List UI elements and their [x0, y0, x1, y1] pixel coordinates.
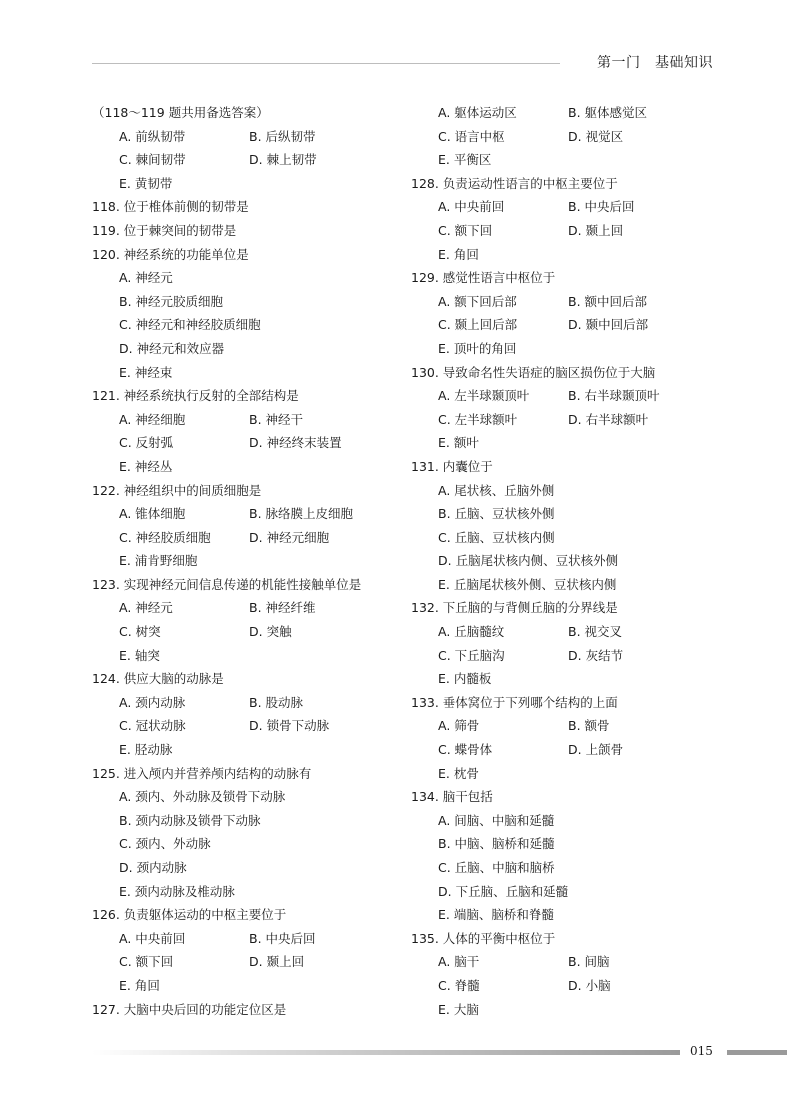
answer-option: B. 右半球颞顶叶 — [568, 388, 660, 404]
answer-options-row — [411, 809, 711, 833]
answer-option: E. 角回 — [119, 977, 160, 993]
answer-option: D. 神经元和效应器 — [119, 340, 225, 356]
answer-option: E. 浦肯野细胞 — [119, 553, 198, 569]
answer-option: C. 反射弧 — [119, 435, 174, 451]
answer-options-row — [92, 974, 412, 998]
question-text: 126. 负责躯体运动的中枢主要位于 — [92, 907, 287, 923]
answer-option: E. 神经丛 — [119, 458, 173, 474]
answer-option: E. 颈内动脉及椎动脉 — [119, 883, 235, 899]
answer-option: C. 棘间韧带 — [119, 152, 186, 168]
question-text: 135. 人体的平衡中枢位于 — [411, 930, 556, 946]
answer-options-row — [411, 479, 711, 503]
answer-options-row — [92, 927, 412, 951]
answer-option: D. 丘脑尾状核内侧、豆状核外侧 — [438, 553, 619, 569]
answer-option: A. 中央前回 — [438, 199, 505, 215]
answer-option: A. 神经细胞 — [119, 411, 186, 427]
answer-options-row — [411, 644, 711, 668]
answer-option: B. 神经元胶质细胞 — [119, 293, 224, 309]
answer-option: D. 锁骨下动脉 — [249, 718, 330, 734]
page-number: 015 — [690, 1044, 713, 1058]
answer-options-row — [411, 431, 711, 455]
answer-option: A. 锥体细胞 — [119, 506, 186, 522]
answer-option: D. 棘上韧带 — [249, 152, 317, 168]
answer-options-row — [411, 738, 711, 762]
answer-options-row — [92, 148, 412, 172]
answer-options-row — [411, 880, 711, 904]
answer-options-row — [411, 313, 711, 337]
footer-decor-bar — [92, 1050, 680, 1055]
answer-option: D. 灰结节 — [568, 647, 624, 663]
answer-option: A. 筛骨 — [438, 718, 480, 734]
answer-option: C. 额下回 — [119, 954, 174, 970]
answer-option: C. 脊髓 — [438, 977, 480, 993]
answer-options-row — [411, 526, 711, 550]
answer-options-row — [92, 714, 412, 738]
answer-option: E. 额叶 — [438, 435, 479, 451]
answer-options-row — [92, 526, 412, 550]
answer-option: A. 中央前回 — [119, 930, 186, 946]
answer-option: A. 额下回后部 — [438, 293, 517, 309]
header-rule — [92, 63, 560, 64]
answer-option: C. 下丘脑沟 — [438, 647, 505, 663]
answer-option: B. 脉络膜上皮细胞 — [249, 506, 354, 522]
question-text: 124. 供应大脑的动脉是 — [92, 671, 224, 687]
answer-options-row — [92, 313, 412, 337]
answer-options-row — [92, 125, 412, 149]
answer-option: E. 内髓板 — [438, 671, 492, 687]
answer-option: B. 视交叉 — [568, 624, 623, 640]
answer-options-row — [411, 101, 711, 125]
answer-options-row — [92, 950, 412, 974]
answer-options-row — [411, 714, 711, 738]
answer-options-row — [92, 691, 412, 715]
answer-option: E. 丘脑尾状核外侧、豆状核内侧 — [438, 576, 617, 592]
answer-option: C. 树突 — [119, 624, 161, 640]
answer-option: B. 额中回后部 — [568, 293, 648, 309]
question-text: 123. 实现神经元间信息传递的机能性接触单位是 — [92, 576, 362, 592]
answer-option: C. 丘脑、中脑和脑桥 — [438, 860, 555, 875]
answer-option: E. 端脑、脑桥和脊髓 — [438, 907, 554, 923]
answer-option: A. 神经元 — [119, 270, 173, 286]
answer-option: D. 右半球额叶 — [568, 411, 649, 427]
answer-option: C. 语言中枢 — [438, 128, 505, 144]
answer-option: B. 躯体感觉区 — [568, 105, 648, 120]
answer-option: E. 平衡区 — [438, 152, 492, 168]
answer-options-row — [411, 384, 711, 408]
answer-option: C. 丘脑、豆状核内侧 — [438, 529, 555, 545]
answer-options-row — [411, 549, 711, 573]
answer-options-row — [92, 455, 412, 479]
answer-options-row — [92, 809, 412, 833]
answer-option: D. 神经元细胞 — [249, 529, 330, 545]
answer-options-row — [92, 361, 412, 385]
answer-option: B. 中央后回 — [249, 930, 316, 946]
question-text: 128. 负责运动性语言的中枢主要位于 — [411, 175, 618, 191]
answer-options-row — [411, 832, 711, 856]
answer-options-row — [411, 502, 711, 526]
answer-option: A. 前纵韧带 — [119, 128, 186, 144]
shared-options-heading: （118～119 题共用备选答案） — [92, 105, 269, 120]
answer-option: E. 角回 — [438, 246, 479, 262]
answer-option: B. 额骨 — [568, 718, 610, 734]
answer-option: A. 尾状核、丘脑外侧 — [438, 482, 555, 498]
answer-options-row — [411, 998, 711, 1022]
answer-options-row — [411, 762, 711, 786]
answer-options-row — [411, 337, 711, 361]
answer-option: D. 颞上回 — [249, 954, 305, 970]
answer-option: C. 颈内、外动脉 — [119, 836, 211, 852]
answer-options-row — [92, 856, 412, 880]
answer-options-row — [411, 903, 711, 927]
answer-option: E. 轴突 — [119, 647, 160, 663]
answer-option: D. 突触 — [249, 624, 292, 640]
answer-option: D. 小脑 — [568, 977, 611, 993]
right-column — [411, 101, 711, 1021]
answer-option: A. 颈内、外动脉及锁骨下动脉 — [119, 789, 286, 805]
answer-options-row — [411, 408, 711, 432]
answer-options-row — [411, 620, 711, 644]
answer-option: E. 大脑 — [438, 1001, 479, 1017]
answer-options-row — [92, 290, 412, 314]
answer-options-row — [411, 243, 711, 267]
answer-option: B. 股动脉 — [249, 694, 304, 710]
answer-option: B. 神经纤维 — [249, 600, 316, 616]
answer-option: B. 间脑 — [568, 954, 610, 970]
answer-option: B. 丘脑、豆状核外侧 — [438, 506, 555, 522]
footer-decor-bar-right — [727, 1050, 787, 1055]
answer-option: A. 间脑、中脑和延髓 — [438, 812, 555, 828]
answer-option: C. 神经元和神经胶质细胞 — [119, 317, 261, 333]
answer-option: C. 冠状动脉 — [119, 718, 186, 734]
answer-option: D. 颞中回后部 — [568, 317, 649, 333]
answer-options-row — [411, 125, 711, 149]
answer-options-row — [411, 148, 711, 172]
answer-options-row — [92, 644, 412, 668]
answer-option: D. 神经终末装置 — [249, 435, 342, 451]
answer-options-row — [92, 408, 412, 432]
answer-options-row — [92, 596, 412, 620]
question-text: 125. 进入颅内并营养颅内结构的动脉有 — [92, 765, 312, 781]
answer-option: E. 黄韧带 — [119, 175, 173, 191]
answer-options-row — [92, 337, 412, 361]
question-text: 132. 下丘脑的与背侧丘脑的分界线是 — [411, 600, 618, 616]
answer-options-row — [92, 172, 412, 196]
answer-options-row — [92, 785, 412, 809]
answer-options-row — [411, 290, 711, 314]
answer-option: D. 上颌骨 — [568, 742, 624, 758]
answer-option: C. 额下回 — [438, 222, 493, 238]
answer-options-row — [92, 266, 412, 290]
answer-option: A. 颈内动脉 — [119, 694, 186, 710]
answer-option: A. 脑干 — [438, 954, 480, 970]
answer-option: A. 左半球颞顶叶 — [438, 388, 530, 404]
page-header-title: 第一门 基础知识 — [597, 55, 713, 71]
question-text: 127. 大脑中央后回的功能定位区是 — [92, 1001, 287, 1017]
answer-options-row — [411, 573, 711, 597]
answer-options-row — [92, 738, 412, 762]
question-text: 122. 神经组织中的间质细胞是 — [92, 482, 262, 498]
answer-option: E. 顶叶的角回 — [438, 340, 517, 356]
answer-option: B. 神经干 — [249, 411, 304, 427]
answer-options-row — [411, 195, 711, 219]
question-text: 119. 位于棘突间的韧带是 — [92, 222, 237, 238]
answer-option: A. 神经元 — [119, 600, 173, 616]
answer-options-row — [92, 431, 412, 455]
answer-option: B. 后纵韧带 — [249, 128, 316, 144]
answer-options-row — [92, 502, 412, 526]
answer-option: C. 蝶骨体 — [438, 742, 493, 758]
question-text: 134. 脑干包括 — [411, 789, 493, 805]
answer-options-row — [92, 832, 412, 856]
question-text: 129. 感觉性语言中枢位于 — [411, 270, 556, 286]
answer-option: D. 下丘脑、丘脑和延髓 — [438, 883, 569, 899]
question-text: 133. 垂体窝位于下列哪个结构的上面 — [411, 694, 618, 710]
answer-option: B. 颈内动脉及锁骨下动脉 — [119, 812, 261, 828]
answer-options-row — [411, 974, 711, 998]
answer-options-row — [92, 620, 412, 644]
answer-options-row — [411, 856, 711, 880]
answer-option: C. 颞上回后部 — [438, 317, 518, 333]
answer-option: A. 丘脑髓纹 — [438, 624, 505, 640]
answer-options-row — [92, 549, 412, 573]
answer-option: D. 颈内动脉 — [119, 860, 187, 875]
question-text: 130. 导致命名性失语症的脑区损伤位于大脑 — [411, 364, 656, 380]
answer-option: D. 视觉区 — [568, 128, 624, 144]
answer-option: B. 中央后回 — [568, 199, 635, 215]
answer-options-row — [92, 880, 412, 904]
question-text: 121. 神经系统执行反射的全部结构是 — [92, 388, 299, 404]
question-text: 120. 神经系统的功能单位是 — [92, 246, 249, 262]
question-text: 131. 内囊位于 — [411, 458, 493, 474]
answer-option: C. 神经胶质细胞 — [119, 529, 211, 545]
left-column — [92, 101, 412, 1021]
answer-option: A. 躯体运动区 — [438, 105, 517, 120]
answer-options-row — [411, 667, 711, 691]
answer-option: E. 胫动脉 — [119, 742, 173, 758]
answer-options-row — [411, 950, 711, 974]
answer-option: D. 颞上回 — [568, 222, 624, 238]
answer-option: C. 左半球额叶 — [438, 411, 518, 427]
answer-option: B. 中脑、脑桥和延髓 — [438, 836, 555, 852]
answer-option: E. 神经束 — [119, 364, 173, 380]
answer-option: E. 枕骨 — [438, 765, 479, 781]
question-text: 118. 位于椎体前侧的韧带是 — [92, 199, 249, 215]
answer-options-row — [411, 219, 711, 243]
